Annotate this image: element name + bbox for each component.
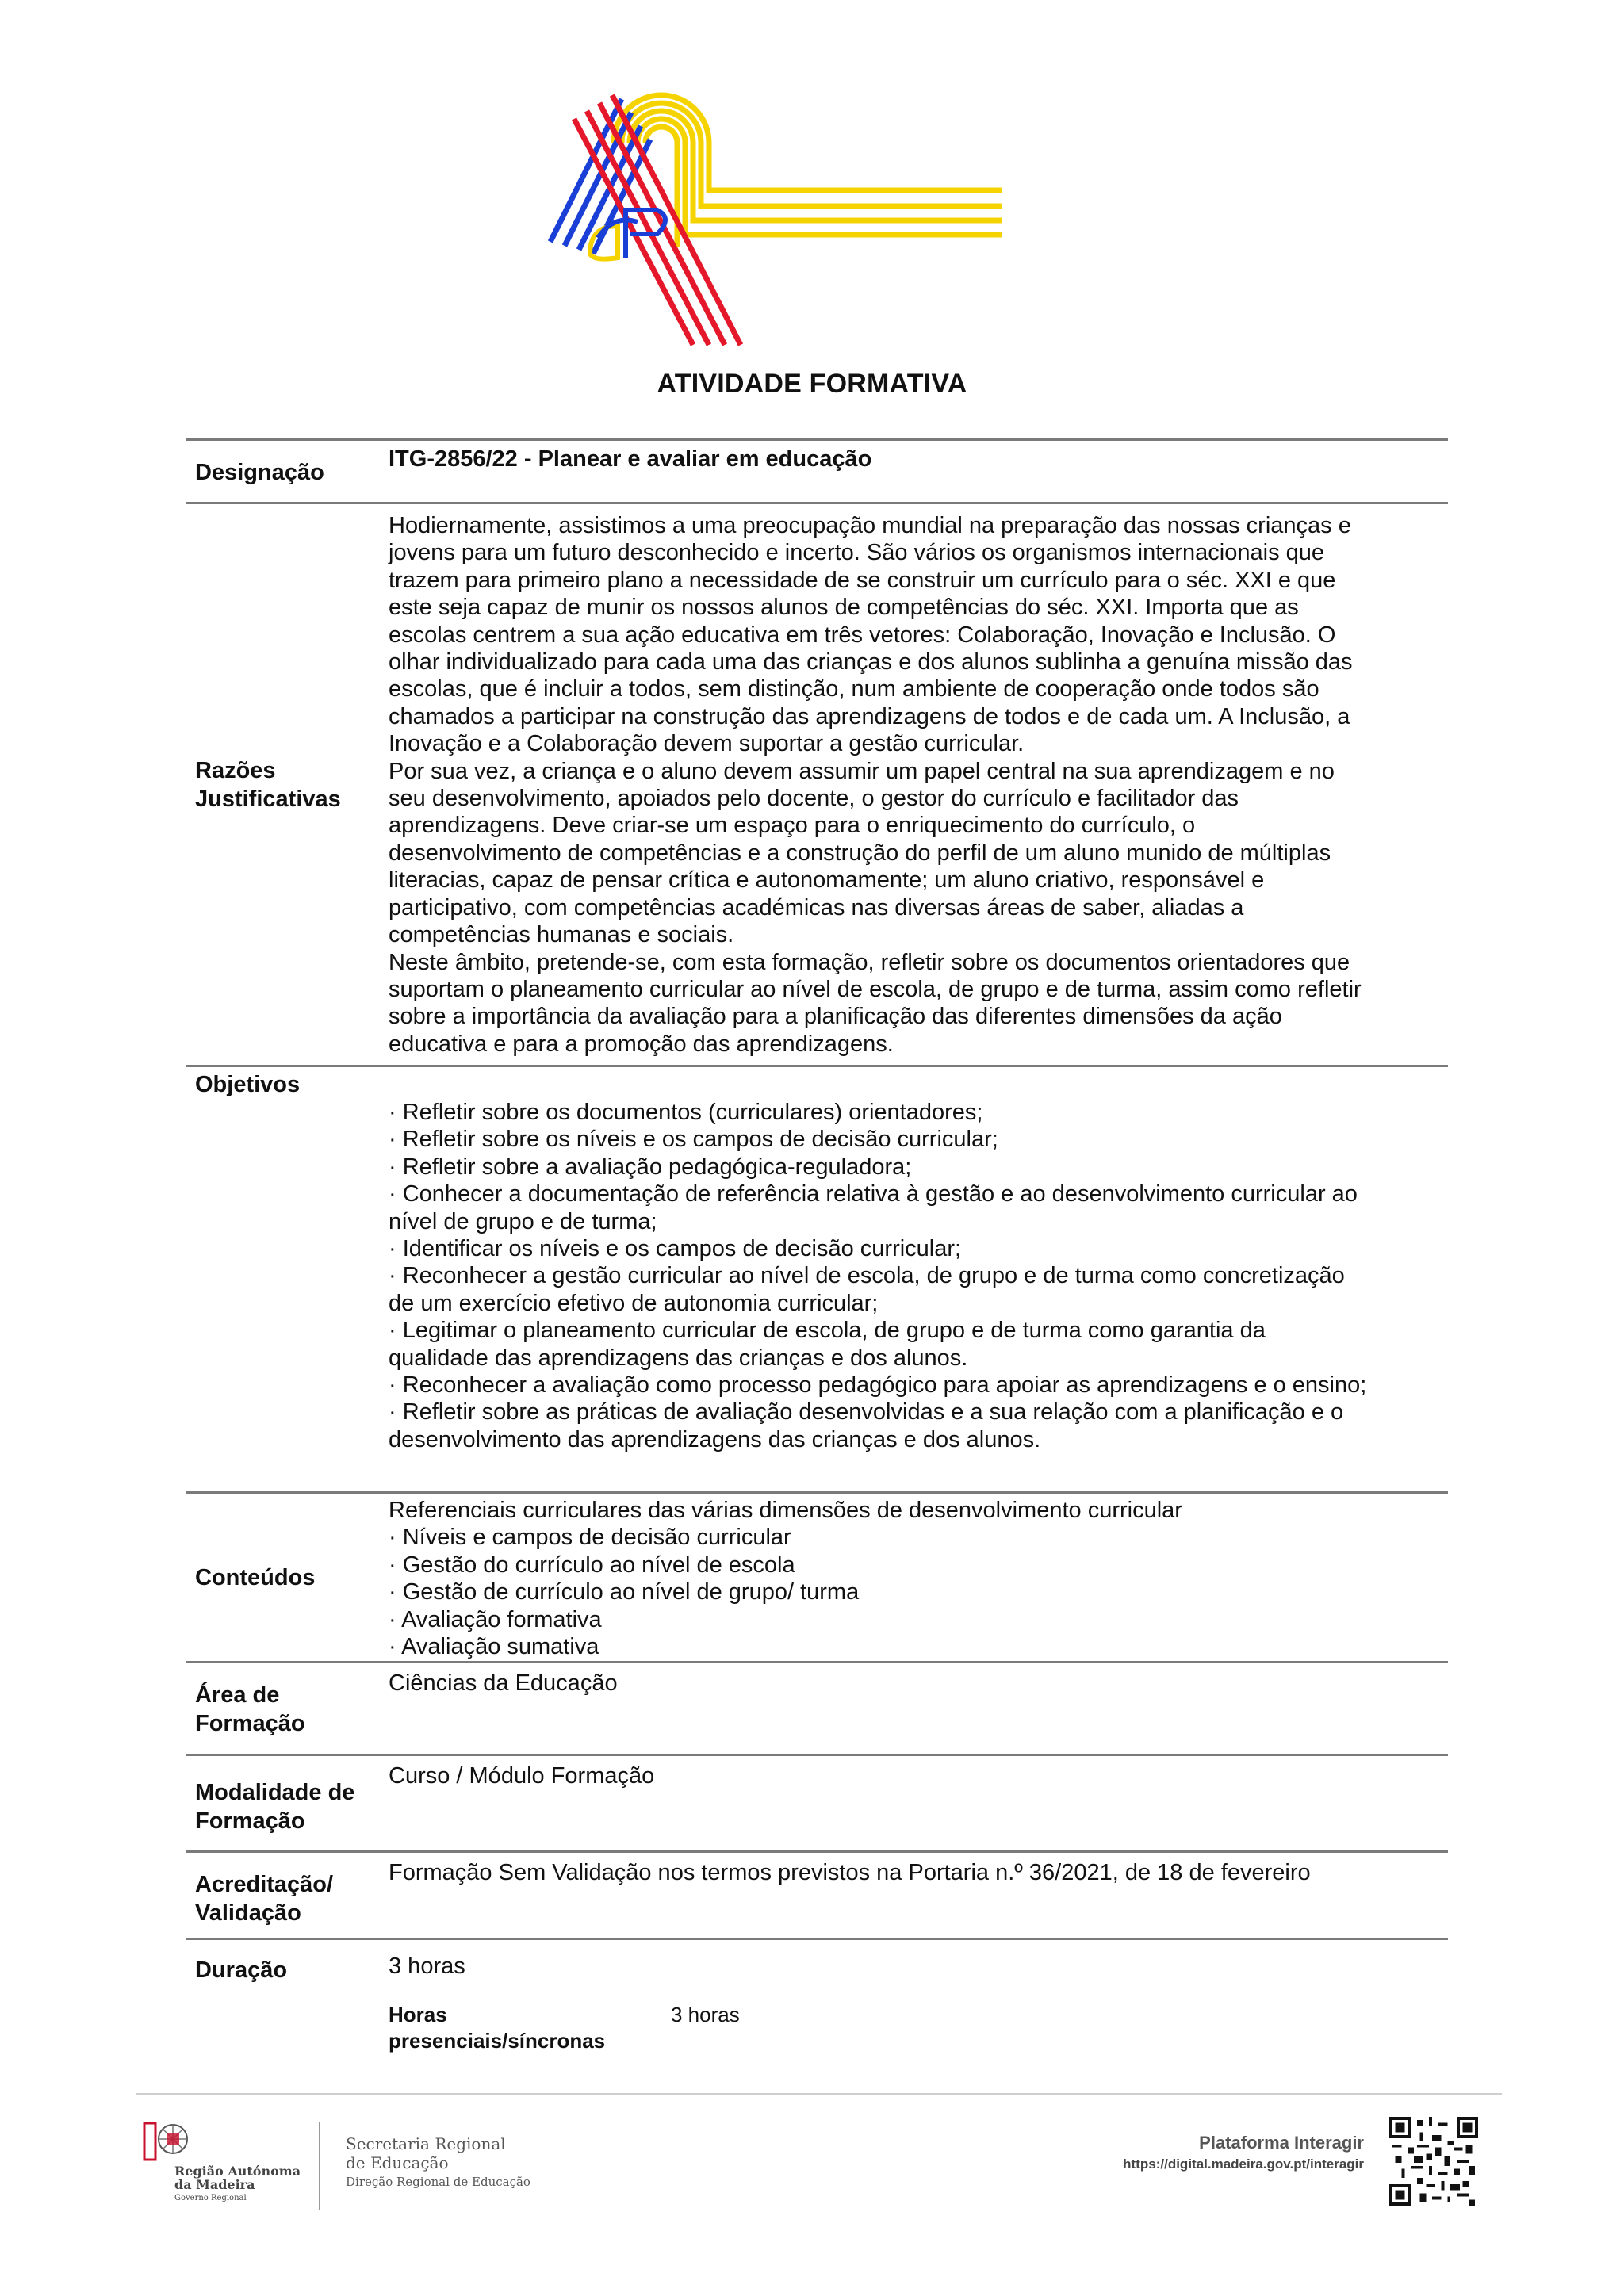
razoes-text — [389, 512, 1443, 1058]
horas-label-2: presenciais/síncronas — [389, 2029, 606, 2053]
area-label-1: Área de — [195, 1682, 280, 1708]
razoes-line: participativo, com competências académicas nas diversas áreas de saber, aliadas a — [389, 894, 1244, 920]
objetivos-list — [389, 1099, 1443, 1453]
row-acreditacao — [186, 1850, 1448, 1940]
razoes-line: Hodiernamente, assistimos a uma preocupação mundial na preparação das nossas crianças e — [389, 513, 1351, 538]
razoes-line: competências humanas e sociais. — [389, 922, 734, 948]
acreditacao-label — [195, 1870, 377, 1927]
razoes-label: Razões Justificativas — [195, 758, 341, 812]
conteudo-item: · Avaliação sumativa — [389, 1634, 599, 1660]
objetivo-item: · Refletir sobre os documentos (curriculares) orientadores; — [389, 1100, 983, 1125]
acreditacao-value: Formação Sem Validação nos termos previstos na Portaria n.º 36/2021, de 18 de fevereiro — [389, 1860, 1311, 1885]
duracao-value: 3 horas — [389, 1954, 465, 1979]
designacao-label: Designação — [195, 460, 324, 485]
modalidade-label-1: Modalidade de — [195, 1780, 355, 1805]
razoes-line: desenvolvimento de competências e a construção do perfil de um aluno munido de múltiplas — [389, 840, 1331, 866]
qr-code-icon[interactable] — [1389, 2117, 1478, 2206]
duracao-label: Duração — [195, 1957, 288, 1983]
objetivo-item: nível de grupo e de turma; — [389, 1208, 657, 1234]
acreditacao-label-1: Acreditação/ — [195, 1872, 334, 1897]
razoes-line: chamados a participar na construção das aprendizagens de todos e de cada um. A Inclusão, a — [389, 703, 1350, 729]
row-conteudos — [186, 1491, 1448, 1663]
modalidade-label-2: Formação — [195, 1808, 305, 1834]
modalidade-label — [195, 1778, 377, 1835]
row-designacao — [186, 438, 1448, 503]
row-objetivos — [186, 1065, 1448, 1494]
platform-name: Plataforma Interagir — [1199, 2133, 1364, 2152]
row-area — [186, 1661, 1448, 1756]
modalidade-value: Curso / Módulo Formação — [389, 1763, 655, 1789]
footer-region-1: Região Autónoma — [174, 2164, 301, 2179]
razoes-line: Inovação e a Colaboração devem suportar a gestão curricular. — [389, 731, 1025, 757]
footer-region-3: Governo Regional — [174, 2194, 247, 2202]
razoes-line: educativa e para a promoção das aprendizagens. — [389, 1031, 894, 1057]
objetivo-item: · Reconhecer a gestão curricular ao nível de escola, de grupo e de turma como concretização — [389, 1263, 1345, 1289]
footer-platform — [1123, 2133, 1364, 2172]
objetivos-label: Objetivos — [195, 1072, 301, 1097]
razoes-line: escolas centrem a sua ação educativa em três vetores: Colaboração, Inovação e Inclusão. O — [389, 622, 1336, 648]
objetivo-item: · Conhecer a documentação de referência relativa à gestão e ao desenvolvimento curricular ao — [389, 1181, 1358, 1207]
objetivo-item: · Refletir sobre as práticas de avaliação desenvolvidas e a sua relação com a planificação e o — [389, 1399, 1344, 1425]
razoes-line: literacias, capaz de pensar crítica e autonomamente; um aluno criativo, responsável e — [389, 867, 1265, 894]
page-title: ATIVIDADE FORMATIVA — [657, 369, 967, 399]
conteudos-list — [389, 1497, 1443, 1660]
objetivo-item: · Legitimar o planeamento curricular de escola, de grupo e de turma como garantia da — [389, 1318, 1266, 1344]
razoes-line: este seja capaz de munir os nossos alunos de competências do séc. XXI. Importa que as — [389, 595, 1299, 621]
horas-presenciais-value: 3 horas — [671, 2003, 740, 2026]
razoes-line: Neste âmbito, pretende-se, com esta formação, refletir sobre os documentos orientadores que — [389, 949, 1350, 975]
logo-yellow-stripes — [614, 95, 1002, 247]
objetivo-item: · Identificar os níveis e os campos de decisão curricular; — [389, 1236, 962, 1262]
objetivo-item: qualidade das aprendizagens das crianças e dos alunos. — [389, 1345, 968, 1371]
objetivo-item: · Refletir sobre a avaliação pedagógica-reguladora; — [389, 1154, 912, 1180]
razoes-line: suportam o planeamento curricular ao nível de escola, de grupo e de turma, assim como refletir — [389, 976, 1362, 1002]
logo-inner-letters — [590, 210, 665, 259]
conteudos-label: Conteúdos — [195, 1565, 316, 1590]
razoes-line: olhar individualizado para cada uma das crianças e dos alunos sublinha a genuína missão das — [389, 649, 1353, 675]
area-value: Ciências da Educação — [389, 1670, 618, 1696]
footer-secretaria-1: Secretaria Regional — [346, 2134, 506, 2153]
razoes-line: seu desenvolvimento, apoiados pelo docente, o gestor do currículo e facilitador das — [389, 786, 1239, 812]
row-razoes — [186, 502, 1448, 1067]
acreditacao-label-2: Validação — [195, 1900, 301, 1926]
footer-secretaria-2: de Educação — [346, 2153, 449, 2172]
designacao-value: ITG-2856/22 - Planear e avaliar em educação — [389, 446, 872, 472]
platform-url[interactable]: https://digital.madeira.gov.pt/interagir — [1123, 2156, 1364, 2172]
conteudo-item: · Avaliação formativa — [389, 1606, 602, 1632]
area-label-2: Formação — [195, 1711, 305, 1736]
objetivo-item: de um exercício efetivo de autonomia curricular; — [389, 1290, 879, 1316]
apa-logo — [542, 79, 1002, 349]
objetivo-item: · Reconhecer a avaliação como processo pedagógico para apoiar as aprendizagens e o ensino; — [389, 1372, 1367, 1399]
objetivo-item: desenvolvimento das aprendizagens das crianças e dos alunos. — [389, 1426, 1041, 1452]
razoes-line: sobre a importância da avaliação para a planificação das diferentes dimensões da ação — [389, 1004, 1282, 1030]
area-label — [195, 1681, 377, 1738]
horas-presenciais-label — [389, 2002, 642, 2054]
footer-secretaria-3: Direção Regional de Educação — [346, 2175, 530, 2189]
footer-region-2: da Madeira — [174, 2177, 255, 2192]
row-duracao — [186, 1938, 1448, 2059]
footer-vertical-divider — [319, 2122, 320, 2210]
conteudo-item: Referenciais curriculares das várias dimensões de desenvolvimento curricular — [389, 1498, 1182, 1523]
row-modalidade — [186, 1754, 1448, 1853]
razoes-line: trazem para primeiro plano a necessidade de se construir um currículo para o séc. XXI e que — [389, 567, 1336, 593]
razoes-line: jovens para um futuro desconhecido e incerto. São vários os organismos internacionais que — [389, 540, 1325, 566]
footer-logos — [143, 2118, 587, 2214]
razoes-line: escolas, que é incluir a todos, sem distinção, num ambiente de cooperação onde todos são — [389, 676, 1320, 702]
madeira-crest-icon — [143, 2118, 190, 2166]
objetivo-item: · Refletir sobre os níveis e os campos de decisão curricular; — [389, 1127, 998, 1153]
horas-label-1: Horas — [389, 2003, 447, 2026]
razoes-line: aprendizagens. Deve criar-se um espaço para o enriquecimento do currículo, o — [389, 813, 1196, 839]
conteudo-item: · Níveis e campos de decisão curricular — [389, 1525, 791, 1551]
footer-divider — [136, 2093, 1502, 2095]
razoes-line: Por sua vez, a criança e o aluno devem assumir um papel central na sua aprendizagem e no — [389, 758, 1335, 784]
conteudo-item: · Gestão do currículo ao nível de escola — [389, 1552, 795, 1578]
conteudo-item: · Gestão de currículo ao nível de grupo/ turma — [389, 1579, 860, 1605]
